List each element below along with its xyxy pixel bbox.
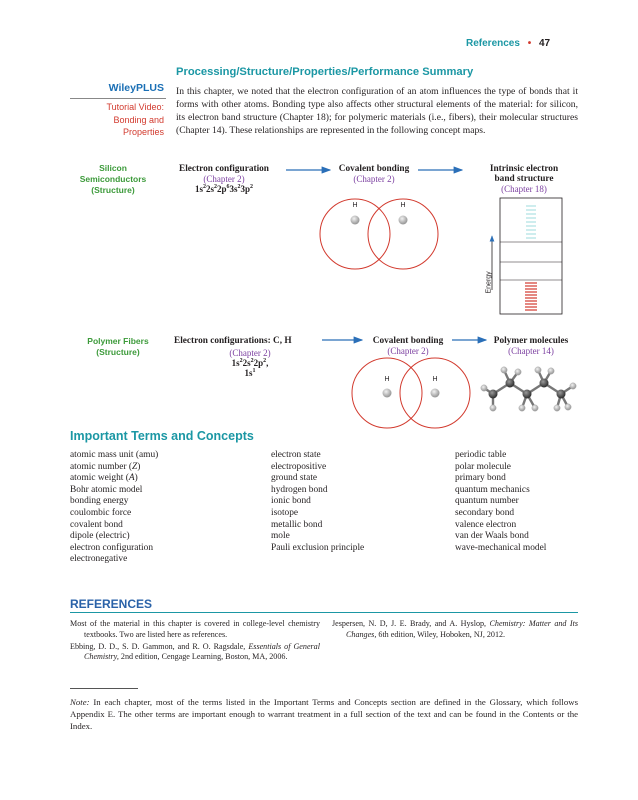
summary-paragraph: In this chapter, we noted that the electron configuration of an atom influences the type of bonds that it forms with other atoms. Bonding type also affects other structural elements of the material: for silicon, its electron band structure (Chapter 18); for polymeric materials (i.e., fibers), their molecular structures (Chapter 14). These relationships are represented in the following concept maps. — [176, 86, 578, 136]
tutorial-video-link[interactable]: Tutorial Video: Bonding and Properties — [106, 102, 164, 137]
footnote — [70, 696, 578, 732]
term: mole — [271, 531, 290, 542]
term: quantum number — [455, 496, 519, 507]
valence-band-levels — [525, 283, 537, 310]
term: polar molecule — [455, 461, 511, 472]
term: electron state — [271, 450, 321, 460]
header-section: References — [466, 38, 520, 49]
term: periodic table — [455, 450, 507, 460]
term: Bohr atomic model — [70, 484, 143, 495]
footnote-text: In each chapter, most of the terms listed in the Important Terms and Concepts section are defined in the Glossary, which follows Appendix E. The other terms are important enough to warrant treatment in a full section of the text and can be found in the Contents or the Index. — [70, 697, 578, 731]
band-diagram-box — [500, 198, 562, 314]
polymer-chain-model — [481, 367, 576, 411]
polymer-map-graphics — [0, 330, 638, 440]
term: atomic weight (A) — [70, 473, 138, 484]
reference-item: Ebbing, D. D., S. D. Gammon, and R. O. Ragsdale, Essentials of General Chemistry, 2nd edition, Cengage Learning, Boston, MA, 2006. — [70, 641, 320, 662]
footnote-rule — [70, 688, 138, 689]
poly-node-molecules: Polymer molecules (Chapter 14) — [493, 336, 569, 356]
terms-column-1 — [70, 450, 260, 566]
term: secondary bond — [455, 507, 515, 518]
si-h-orbital-right — [368, 199, 438, 269]
poly-node-electron-config: Electron configurations: C, H — [174, 336, 292, 346]
term: atomic number (Z) — [70, 461, 141, 472]
terms-column-3 — [455, 450, 585, 554]
poly-h-label-right: H — [432, 376, 438, 383]
reference-item: Jespersen, N. D, J. E. Brady, and A. Hyslop, Chemistry: Matter and Its Changes, 6th edition, Wiley, Hoboken, NJ, 2012. — [332, 619, 578, 639]
silicon-label: Silicon Semiconductors (Structure) — [79, 163, 147, 195]
summary-title: Processing/Structure/Properties/Performance Summary — [176, 66, 474, 78]
si-h-label-left: H — [352, 202, 358, 209]
references-rule — [70, 612, 578, 613]
si-node-covalent: Covalent bonding (Chapter 2) — [338, 164, 410, 184]
term: electronegative — [70, 554, 128, 565]
header-dot: • — [527, 38, 532, 49]
term: ground state — [271, 473, 318, 484]
references-right-column — [332, 619, 578, 642]
term: Pauli exclusion principle — [271, 542, 365, 553]
poly-h-label-left: H — [384, 376, 390, 383]
conduction-band-levels — [526, 206, 536, 238]
term: primary bond — [455, 473, 506, 484]
footnote-label: Note: — [70, 697, 90, 707]
term: van der Waals bond — [455, 531, 529, 542]
silicon-map-graphics — [0, 0, 638, 330]
term: hydrogen bond — [271, 484, 328, 495]
reference-item: Most of the material in this chapter is covered in college-level chemistry textbooks. Two are listed here as references. — [70, 619, 320, 639]
term: coulombic force — [70, 507, 132, 518]
polymer-label: Polymer Fibers (Structure) — [87, 336, 149, 357]
si-h-label-right: H — [400, 202, 406, 209]
term: valence electron — [455, 519, 517, 530]
poly-node-covalent: Covalent bonding (Chapter 2) — [372, 336, 444, 356]
terms-column-2 — [271, 450, 446, 554]
term: electropositive — [271, 461, 327, 472]
term: ionic bond — [271, 496, 311, 507]
term: quantum mechanics — [455, 484, 530, 495]
si-h-orbital-left — [320, 199, 390, 269]
term: bonding energy — [70, 496, 129, 507]
term: covalent bond — [70, 519, 123, 530]
energy-label: Energy — [485, 271, 493, 294]
term: isotope — [271, 507, 299, 518]
page-number: 47 — [539, 38, 551, 49]
term: dipole (electric) — [70, 531, 130, 542]
term: wave-mechanical model — [455, 542, 547, 553]
terms-heading: Important Terms and Concepts — [70, 429, 254, 443]
term: metallic bond — [271, 519, 323, 530]
term: atomic mass unit (amu) — [70, 450, 159, 460]
references-heading: REFERENCES — [70, 597, 153, 611]
si-h-nucleus-left — [351, 216, 360, 225]
si-node-electron-config: Electron configuration (Chapter 2) $1s^22s^22p^63s^23p^2$ — [179, 164, 269, 194]
si-node-band-structure: Intrinsic electron band structure (Chapter 18) — [489, 164, 559, 194]
references-left-column — [70, 619, 320, 664]
wileyplus-label: WileyPLUS — [108, 82, 164, 94]
si-h-nucleus-right — [399, 216, 408, 225]
term: electron configuration — [70, 542, 154, 553]
